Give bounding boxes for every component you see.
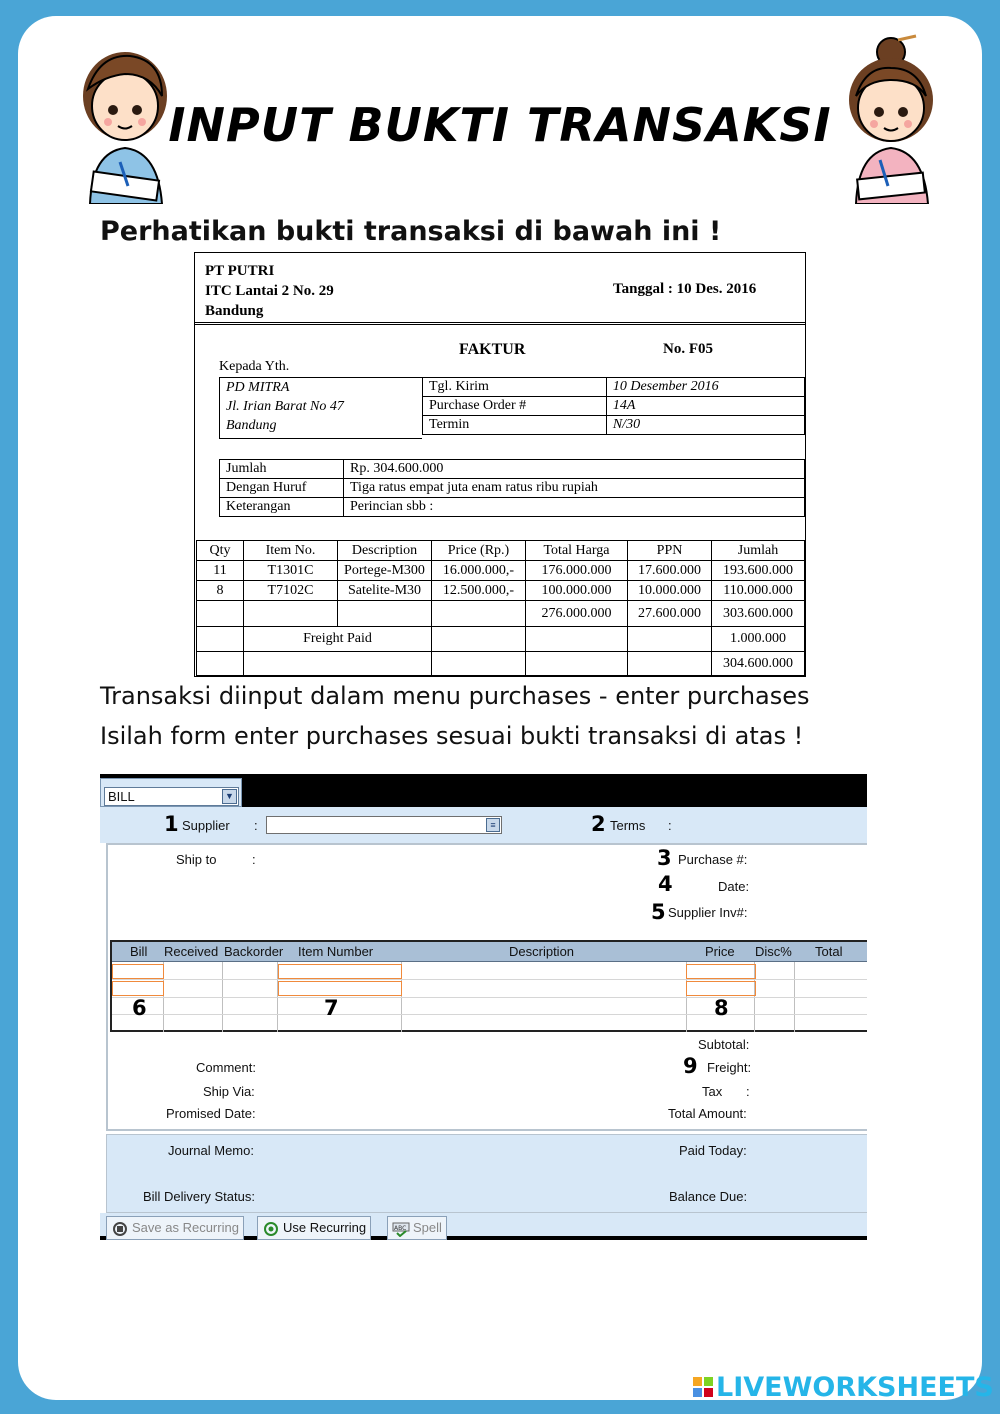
table-header-row bbox=[197, 541, 805, 561]
table-cell: Satelite-M30 bbox=[338, 581, 432, 601]
save-as-recurring-button[interactable] bbox=[106, 1216, 244, 1240]
marker-number: 8 bbox=[714, 996, 729, 1020]
table-cell: 8 bbox=[197, 581, 244, 601]
marker-number: 3 bbox=[657, 846, 672, 870]
spell-check-icon bbox=[392, 1221, 410, 1237]
table-cell: 176.000.000 bbox=[526, 561, 628, 581]
invoice-date: Tanggal : 10 Des. 2016 bbox=[613, 281, 757, 297]
grid-column-header: Bill bbox=[130, 944, 148, 959]
column-header: PPN bbox=[628, 541, 712, 561]
svg-text:ABC: ABC bbox=[394, 1224, 407, 1232]
company-city: Bandung bbox=[205, 303, 264, 319]
purchase-type-value: BILL bbox=[108, 789, 135, 804]
item-number-cell-input[interactable] bbox=[278, 964, 402, 979]
table-row bbox=[197, 581, 805, 601]
recipient-address bbox=[219, 377, 422, 439]
company-name: PT PUTRI bbox=[205, 263, 275, 279]
table-cell: Freight Paid bbox=[244, 627, 432, 652]
freight-label: Freight: bbox=[707, 1060, 752, 1075]
table-cell: T1301C bbox=[244, 561, 338, 581]
spell-button[interactable] bbox=[387, 1216, 447, 1240]
table-cell bbox=[526, 652, 628, 676]
table-cell bbox=[244, 601, 338, 627]
summary-label: Jumlah bbox=[220, 460, 344, 479]
table-cell bbox=[432, 601, 526, 627]
table-cell bbox=[244, 652, 432, 676]
summary-value: Tiga ratus empat juta enam ratus ribu rupiah bbox=[344, 479, 805, 498]
table-cell bbox=[197, 652, 244, 676]
save-as-recurring-label: Save as Recurring bbox=[132, 1220, 239, 1235]
column-header: Description bbox=[338, 541, 432, 561]
summary-label: Dengan Huruf bbox=[220, 479, 344, 498]
page-title: INPUT BUKTI TRANSAKSI bbox=[168, 98, 832, 152]
recipient-street: Jl. Irian Barat No 47 bbox=[226, 399, 344, 414]
grid-row-line bbox=[112, 979, 867, 980]
dropdown-arrow-icon[interactable]: ▼ bbox=[222, 789, 237, 804]
terms-label: Terms bbox=[610, 818, 646, 833]
table-row bbox=[197, 561, 805, 581]
marker-number: 1 bbox=[164, 812, 179, 836]
column-header: Price (Rp.) bbox=[432, 541, 526, 561]
instruction-line-2: Isilah form enter purchases sesuai bukti transaksi di atas ! bbox=[100, 722, 804, 750]
supplier-invoice-label: Supplier Inv#: bbox=[668, 905, 748, 920]
spell-label: Spell bbox=[413, 1220, 442, 1235]
invoice-heading: FAKTUR bbox=[459, 341, 526, 358]
table-cell: 17.600.000 bbox=[628, 561, 712, 581]
column-header: Jumlah bbox=[712, 541, 805, 561]
summary-label: Keterangan bbox=[220, 498, 344, 517]
purchase-number-label: Purchase #: bbox=[678, 852, 748, 867]
purchase-type-tab bbox=[100, 778, 242, 807]
table-row bbox=[220, 479, 805, 498]
marker-number: 6 bbox=[132, 996, 147, 1020]
invoice-document bbox=[194, 252, 806, 677]
liveworksheets-wordmark: LIVEWORKSHEETS bbox=[716, 1372, 994, 1403]
marker-number: 4 bbox=[658, 872, 673, 896]
use-recurring-button[interactable] bbox=[257, 1216, 371, 1240]
invoice-header bbox=[195, 253, 805, 325]
table-cell: 303.600.000 bbox=[712, 601, 805, 627]
subtotal-label: Subtotal: bbox=[698, 1037, 750, 1052]
page-subtitle: Perhatikan bukti transaksi di bawah ini ! bbox=[100, 216, 722, 247]
recipient-name: PD MITRA bbox=[226, 380, 290, 395]
item-number-cell-input[interactable] bbox=[278, 981, 402, 996]
tax-label: Tax bbox=[702, 1084, 723, 1099]
recipient-label: Kepada Yth. bbox=[219, 359, 290, 374]
dropdown-list-icon[interactable]: ≡ bbox=[486, 818, 500, 832]
purchase-type-select[interactable] bbox=[104, 787, 239, 806]
table-cell: 1.000.000 bbox=[712, 627, 805, 652]
form-button-bar bbox=[100, 1213, 867, 1240]
supplier-label: Supplier bbox=[182, 818, 230, 833]
journal-memo-label: Journal Memo: bbox=[168, 1143, 254, 1158]
price-cell-input[interactable] bbox=[686, 981, 756, 996]
table-cell: 27.600.000 bbox=[628, 601, 712, 627]
info-label: Termin bbox=[423, 416, 607, 435]
table-row bbox=[197, 652, 805, 676]
info-label: Tgl. Kirim bbox=[423, 378, 607, 397]
invoice-items-table bbox=[196, 540, 805, 676]
instruction-line-1: Transaksi diinput dalam menu purchases - enter purchases bbox=[100, 682, 810, 710]
table-row bbox=[423, 397, 805, 416]
shipping-info-table bbox=[422, 377, 805, 435]
table-cell bbox=[338, 601, 432, 627]
colon: : bbox=[668, 818, 672, 833]
summary-value: Rp. 304.600.000 bbox=[344, 460, 805, 479]
recurring-save-icon bbox=[111, 1221, 129, 1237]
table-cell bbox=[432, 627, 526, 652]
company-address: ITC Lantai 2 No. 29 bbox=[205, 283, 334, 299]
table-row bbox=[197, 601, 805, 627]
worksheet-page bbox=[18, 16, 982, 1400]
marker-number: 2 bbox=[591, 812, 606, 836]
table-row bbox=[220, 498, 805, 517]
promised-date-label: Promised Date: bbox=[166, 1106, 256, 1121]
marker-number: 9 bbox=[683, 1054, 698, 1078]
ship-via-label: Ship Via: bbox=[203, 1084, 255, 1099]
table-cell: 16.000.000,- bbox=[432, 561, 526, 581]
invoice-number: No. F05 bbox=[663, 341, 713, 357]
grid-column-header: Price bbox=[705, 944, 735, 959]
use-recurring-label: Use Recurring bbox=[283, 1220, 367, 1235]
supplier-input[interactable] bbox=[266, 816, 502, 834]
column-header: Item No. bbox=[244, 541, 338, 561]
table-cell: T7102C bbox=[244, 581, 338, 601]
grid-column-header: Item Number bbox=[298, 944, 374, 959]
table-cell: 100.000.000 bbox=[526, 581, 628, 601]
liveworksheets-logo bbox=[692, 1372, 994, 1403]
colon: : bbox=[252, 852, 256, 867]
paid-today-label: Paid Today: bbox=[679, 1143, 747, 1158]
bill-cell-input[interactable] bbox=[112, 981, 164, 996]
recurring-use-icon bbox=[262, 1221, 280, 1237]
amount-summary-table bbox=[219, 459, 805, 517]
table-row bbox=[220, 460, 805, 479]
grid-column-header: Disc% bbox=[755, 944, 792, 959]
table-cell: 10.000.000 bbox=[628, 581, 712, 601]
table-cell bbox=[628, 652, 712, 676]
column-header: Total Harga bbox=[526, 541, 628, 561]
total-amount-label: Total Amount: bbox=[668, 1106, 747, 1121]
grid-row-line bbox=[112, 997, 867, 998]
colon: : bbox=[746, 1084, 750, 1099]
enter-purchases-form bbox=[100, 774, 867, 1240]
grid-row-line bbox=[112, 1014, 867, 1015]
marker-number: 5 bbox=[651, 900, 666, 924]
table-cell: 276.000.000 bbox=[526, 601, 628, 627]
table-cell: Portege-M300 bbox=[338, 561, 432, 581]
ship-to-label: Ship to bbox=[176, 852, 217, 867]
comment-label: Comment: bbox=[196, 1060, 256, 1075]
recipient-city: Bandung bbox=[226, 418, 277, 433]
table-row bbox=[423, 416, 805, 435]
table-cell: 12.500.000,- bbox=[432, 581, 526, 601]
grid-column-header: Description bbox=[509, 944, 575, 959]
bill-cell-input[interactable] bbox=[112, 964, 164, 979]
table-cell bbox=[628, 627, 712, 652]
table-cell bbox=[197, 627, 244, 652]
line-items-grid bbox=[110, 940, 867, 1032]
info-label: Purchase Order # bbox=[423, 397, 607, 416]
table-cell: 11 bbox=[197, 561, 244, 581]
liveworksheets-logo-icon bbox=[692, 1376, 714, 1398]
info-value: 10 Desember 2016 bbox=[606, 378, 804, 397]
grid-column-header: Backorder bbox=[224, 944, 284, 959]
grid-header bbox=[112, 942, 867, 962]
table-cell bbox=[526, 627, 628, 652]
table-row bbox=[423, 378, 805, 397]
table-cell bbox=[197, 601, 244, 627]
column-header: Qty bbox=[197, 541, 244, 561]
table-row bbox=[197, 627, 805, 652]
table-cell bbox=[432, 652, 526, 676]
table-cell: 110.000.000 bbox=[712, 581, 805, 601]
price-cell-input[interactable] bbox=[686, 964, 756, 979]
table-cell: 304.600.000 bbox=[712, 652, 805, 676]
balance-due-label: Balance Due: bbox=[669, 1189, 748, 1204]
date-label: Date: bbox=[718, 879, 750, 894]
grid-column-header: Total bbox=[815, 944, 843, 959]
summary-value: Perincian sbb : bbox=[344, 498, 805, 517]
table-cell: 193.600.000 bbox=[712, 561, 805, 581]
colon: : bbox=[254, 818, 258, 833]
bill-delivery-status-label: Bill Delivery Status: bbox=[143, 1189, 255, 1204]
grid-column-header: Received bbox=[164, 944, 219, 959]
marker-number: 7 bbox=[324, 996, 339, 1020]
company-info bbox=[205, 261, 334, 321]
info-value: N/30 bbox=[606, 416, 804, 435]
info-value: 14A bbox=[606, 397, 804, 416]
